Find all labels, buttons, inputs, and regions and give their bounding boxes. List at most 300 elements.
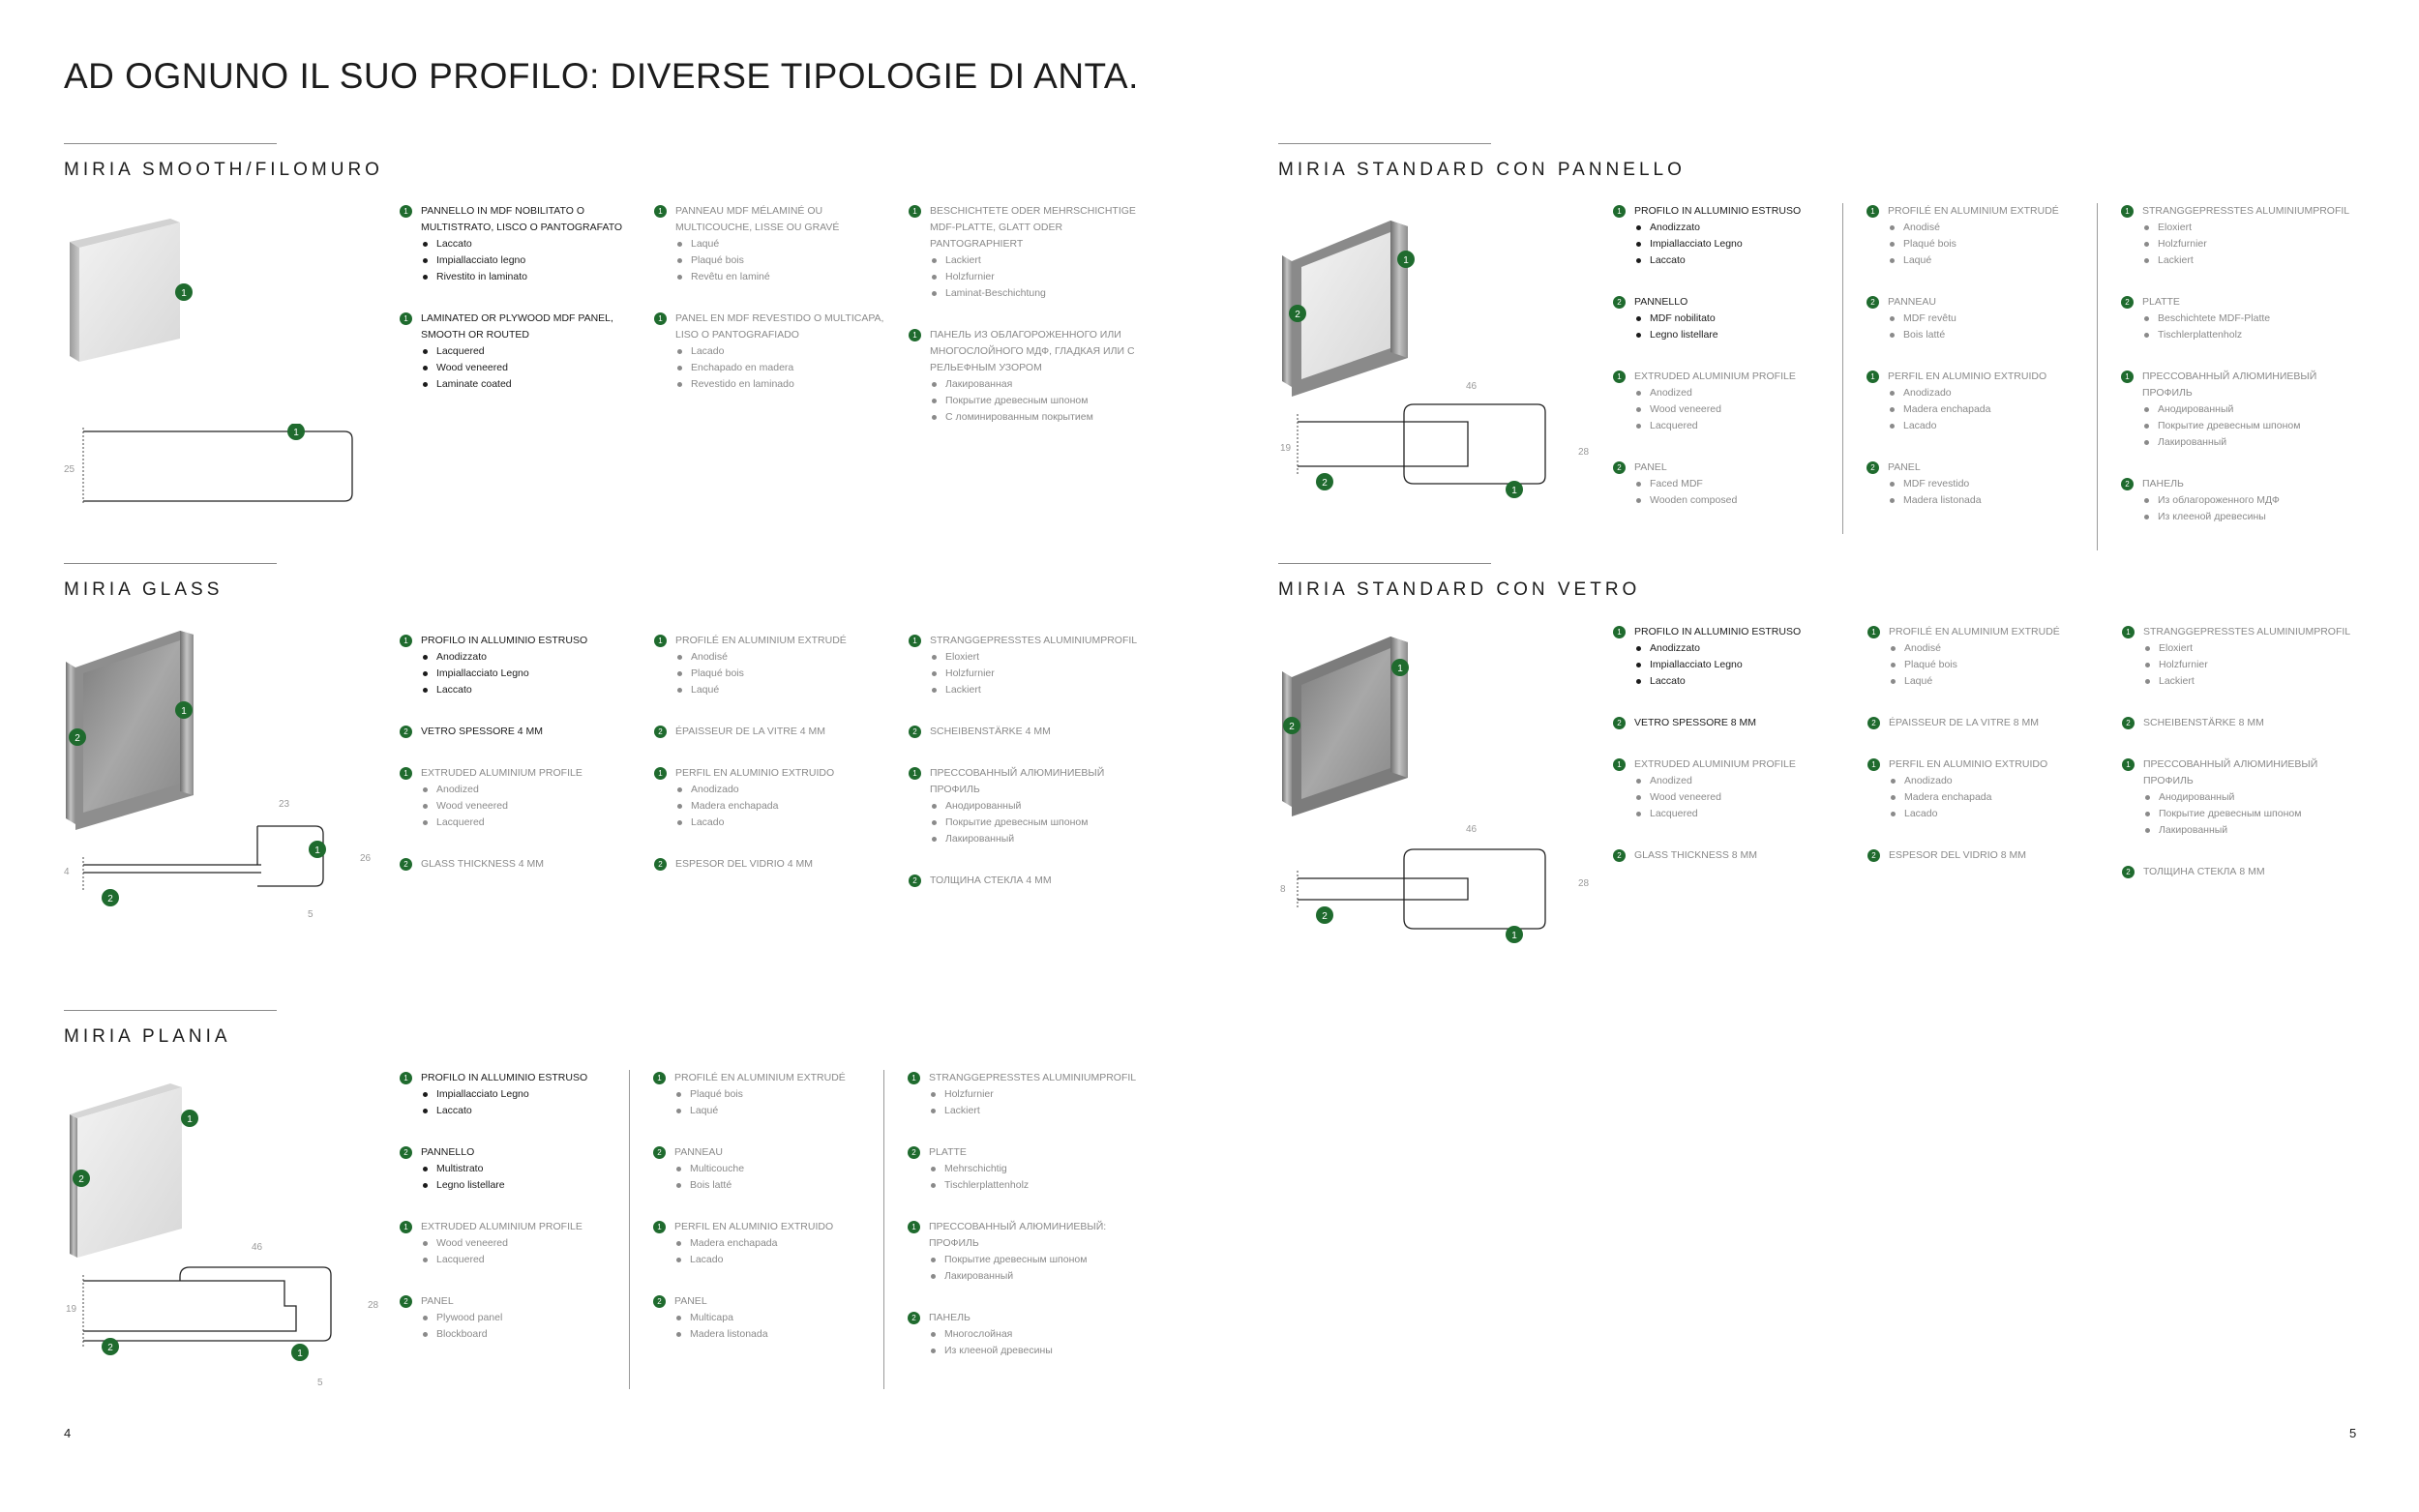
spec-item: Laccato [1634,673,1855,690]
spec-item: Анодированный [2143,789,2364,806]
spec-item: Анодированный [930,798,1150,815]
spec-block [1613,847,1855,864]
spec-item: Anodisé [675,649,896,666]
spec-heading-text: VETRO SPESSORE 4 MM [421,726,544,737]
spec-item: Wood veneered [421,360,642,376]
number-badge: 1 [400,635,412,647]
spec-item: MDF revêtu [1888,311,2108,327]
svg-text:26: 26 [360,853,372,864]
spec-column [400,633,642,898]
spec-heading-text: PERFIL EN ALUMINIO EXTRUIDO [1889,758,2048,770]
spec-item: Multicapa [674,1310,895,1326]
spec-heading-text: ÉPAISSEUR DE LA VITRE 8 MM [1889,717,2040,728]
spec-column [1867,624,2109,889]
spec-item: Lackiert [2143,673,2364,690]
number-badge: 1 [909,205,921,218]
spec-item: Lackiert [2142,252,2363,269]
spec-item: Из клееной древесины [929,1343,1150,1359]
spec-items [653,1310,895,1343]
spec-block [400,765,642,831]
spec-block [909,765,1150,847]
spec-heading [654,856,896,873]
spec-item: Laccato [421,682,642,698]
spec-block [1613,715,1855,731]
spec-heading-text: SCHEIBENSTÄRKE 8 MM [2143,717,2264,728]
spec-items [2122,789,2364,839]
number-badge: 1 [1613,371,1626,383]
spec-items [1613,311,1855,343]
spec-item: Покрытие древесным шпоном [2143,806,2364,822]
spec-heading [1867,203,2108,220]
spec-items [653,1235,895,1268]
spec-item: Impiallacciato Legno [1634,657,1855,673]
spec-block [909,724,1150,740]
spec-block [1867,369,2108,434]
number-badge: 1 [1867,626,1880,638]
section-rule [64,1010,277,1011]
spec-heading [654,311,896,343]
spec-heading-text: PANNELLO [421,1146,475,1158]
spec-item: Anodized [421,782,642,798]
spec-block [2122,715,2364,731]
spec-item: Bois latté [1888,327,2108,343]
spec-heading-text: PANNELLO IN MDF NOBILITATO O MULTISTRATO, LISCO O PANTOGRAFATO [421,205,623,233]
spec-heading-text: PROFILÉ EN ALUMINIUM EXTRUDÉ [1889,626,2060,637]
spec-heading [1867,460,2108,476]
spec-item: Tischlerplattenholz [2142,327,2363,343]
section-title: MIRIA STANDARD CON PANNELLO [1278,160,1686,180]
spec-item: Madera enchapada [675,798,896,815]
spec-item: Mehrschichtig [929,1161,1150,1177]
spec-block [909,873,1150,889]
spec-item: Покрытие древесным шпоном [929,1252,1150,1268]
section-diagram [1278,824,1607,950]
spec-item: Eloxiert [930,649,1150,666]
spec-item: Impiallacciato Legno [421,1086,642,1103]
spec-item: Лакированный [2143,822,2364,839]
spec-block [654,633,896,698]
spec-item: С ломинированным покрытием [930,409,1150,426]
spec-item: Plaqué bois [675,252,896,269]
number-badge: 1 [400,1221,412,1233]
spec-block [654,203,896,285]
spec-heading [2121,294,2363,311]
spec-heading [908,1310,1150,1326]
spec-heading [400,1070,642,1086]
number-badge: 2 [1613,849,1626,862]
spec-heading [1867,294,2108,311]
spec-item: Из клееной древесины [2142,509,2363,525]
spec-block [908,1144,1150,1194]
svg-text:2: 2 [1289,722,1295,732]
spec-item: Anodisé [1889,640,2109,657]
spec-item: Laccato [421,1103,642,1119]
spec-heading-text: VETRO SPESSORE 8 MM [1634,717,1757,728]
spec-items [400,782,642,831]
spec-item: Plaqué bois [1889,657,2109,673]
svg-text:2: 2 [1322,478,1328,489]
number-badge: 2 [653,1295,666,1308]
spec-item: Покрытие древесным шпоном [930,393,1150,409]
spec-column [1613,203,1855,534]
spec-block [1867,460,2108,509]
spec-item: Wood veneered [421,1235,642,1252]
section-rule [64,143,277,144]
svg-text:46: 46 [1466,381,1478,392]
spec-heading-text: ПАНЕЛЬ [2142,478,2184,489]
spec-items [2121,492,2363,525]
number-badge: 1 [2122,758,2135,771]
spec-item: Plaqué bois [674,1086,895,1103]
spec-items [400,1235,642,1268]
spec-item: Lackiert [929,1103,1150,1119]
vetro-door-image [1278,617,1433,820]
number-badge: 1 [400,205,412,218]
number-badge: 1 [400,312,412,325]
spec-heading [2122,864,2364,880]
spec-heading [2122,624,2364,640]
spec-heading-text: PANEL [1634,461,1667,473]
spec-heading [909,765,1150,798]
spec-block [400,1293,642,1343]
number-badge: 1 [2121,205,2134,218]
svg-text:46: 46 [1466,824,1478,835]
spec-heading [400,1293,642,1310]
number-badge: 1 [909,635,921,647]
spec-heading [909,724,1150,740]
spec-heading-text: EXTRUDED ALUMINIUM PROFILE [1634,371,1796,382]
number-badge: 2 [2122,866,2135,878]
spec-item: Multistrato [421,1161,642,1177]
spec-item: Wood veneered [1634,789,1855,806]
spec-items [1613,385,1855,434]
spec-heading [654,633,896,649]
svg-text:2: 2 [107,1343,113,1353]
spec-block [1613,756,1855,822]
spec-heading-text: STRANGGEPRESSTES ALUMINIUMPROFIL [2143,626,2351,637]
section-title: MIRIA GLASS [64,579,224,600]
spec-item: Holzfurnier [930,269,1150,285]
svg-text:28: 28 [368,1300,379,1311]
spec-heading-text: ПРЕССОВАННЫЙ АЛЮМИНИЕВЫЙ ПРОФИЛЬ [930,767,1105,795]
number-badge: 1 [2122,626,2135,638]
svg-text:1: 1 [314,845,320,856]
spec-item: Impiallacciato legno [421,252,642,269]
spec-heading [2122,756,2364,789]
spec-item: Madera listonada [674,1326,895,1343]
spec-item: Покрытие древесным шпоном [930,815,1150,831]
spec-item: Anodized [1634,773,1855,789]
spec-item: Revêtu en laminé [675,269,896,285]
spec-block [909,327,1150,426]
number-badge: 1 [1867,371,1879,383]
spec-item: Lacquered [421,815,642,831]
number-badge: 2 [909,875,921,887]
spec-items [1867,311,2108,343]
spec-item: Lacquered [421,1252,642,1268]
spec-block [400,633,642,698]
section-diagram [64,795,383,950]
spec-column [909,203,1150,451]
spec-heading-text: ESPESOR DEL VIDRIO 4 MM [675,858,813,870]
spec-items [400,1161,642,1194]
spec-block [909,203,1150,302]
spec-item: Madera enchapada [674,1235,895,1252]
spec-item: Holzfurnier [2143,657,2364,673]
spec-items [400,343,642,393]
spec-heading [400,765,642,782]
number-badge: 1 [653,1221,666,1233]
spec-heading-text: PANNEAU [1888,296,1936,308]
number-badge: 1 [400,767,412,780]
spec-heading [653,1070,895,1086]
spec-heading-text: PANEL EN MDF REVESTIDO O MULTICAPA, LISO O PANTOGRAFIADO [675,312,884,341]
number-badge: 2 [2122,717,2135,729]
spec-item: Wood veneered [421,798,642,815]
spec-column [883,1070,1150,1389]
number-badge: 2 [909,726,921,738]
number-badge: 1 [1613,758,1626,771]
spec-item: Lacquered [421,343,642,360]
spec-item: Lacquered [1634,418,1855,434]
spec-block [908,1070,1150,1119]
spec-block [1867,203,2108,269]
number-badge: 1 [1867,758,1880,771]
spec-items [1867,773,2109,822]
spec-block [1613,369,1855,434]
page-number-left: 4 [64,1426,72,1440]
svg-text:1: 1 [297,1349,303,1359]
spec-item: Bois latté [674,1177,895,1194]
section-diagram [1278,373,1607,519]
spec-heading [400,633,642,649]
spec-item: Lacado [1889,806,2109,822]
spec-item: Laqué [675,682,896,698]
section-title: MIRIA PLANIA [64,1026,231,1047]
spec-block [908,1310,1150,1359]
spec-items [654,343,896,393]
svg-text:23: 23 [279,799,290,810]
spec-heading-text: PERFIL EN ALUMINIO EXTRUIDO [675,767,835,779]
spec-heading-text: EXTRUDED ALUMINIUM PROFILE [1634,758,1796,770]
svg-text:1: 1 [1403,255,1409,266]
spec-item: Anodisé [1888,220,2108,236]
spec-heading [909,873,1150,889]
spec-items [909,649,1150,698]
spec-item: Laqué [674,1103,895,1119]
spec-item: Из облагороженного МДФ [2142,492,2363,509]
spec-heading-text: PROFILO IN ALLUMINIO ESTRUSO [1634,205,1802,217]
spec-item: MDF revestido [1888,476,2108,492]
spec-column [400,1070,642,1368]
svg-text:19: 19 [66,1304,77,1315]
spec-heading [1613,847,1855,864]
spec-heading [1867,756,2109,773]
spec-block [2122,756,2364,839]
spec-heading-text: STRANGGEPRESSTES ALUMINIUMPROFIL [2142,205,2350,217]
spec-block [1867,715,2109,731]
spec-heading-text: PROFILÉ EN ALUMINIUM EXTRUDÉ [1888,205,2059,217]
spec-items [653,1161,895,1194]
svg-text:1: 1 [1397,664,1403,674]
spec-heading [1867,624,2109,640]
spec-item: Lacado [675,815,896,831]
spec-item: Madera enchapada [1889,789,2109,806]
spec-items [1867,220,2108,269]
section-rule [1278,143,1491,144]
spec-item: Plywood panel [421,1310,642,1326]
number-badge: 2 [1613,717,1626,729]
spec-item: Lacquered [1634,806,1855,822]
number-badge: 2 [400,858,412,871]
spec-heading [1867,369,2108,385]
number-badge: 1 [654,312,667,325]
spec-item: Eloxiert [2142,220,2363,236]
door-panel-image [64,192,219,366]
spec-items [1613,220,1855,269]
spec-heading [1613,624,1855,640]
svg-text:1: 1 [293,428,299,438]
spec-heading-text: PANEL [421,1295,454,1307]
spec-heading [1613,460,1855,476]
svg-text:1: 1 [1511,931,1517,941]
spec-block [2122,624,2364,690]
spec-item: Anodizzato [421,649,642,666]
number-badge: 1 [654,205,667,218]
number-badge: 2 [1867,849,1880,862]
spec-heading-text: PANNEAU [674,1146,723,1158]
spec-column [909,633,1150,914]
number-badge: 2 [653,1146,666,1159]
spec-item: Impiallacciato Legno [1634,236,1855,252]
spec-column [2097,203,2363,550]
spec-column [1842,203,2108,534]
spec-heading-text: ÉPAISSEUR DE LA VITRE 4 MM [675,726,826,737]
svg-text:2: 2 [78,1174,84,1185]
spec-heading [909,327,1150,376]
spec-items [1867,476,2108,509]
spec-heading [654,724,896,740]
section-rule [64,563,277,564]
number-badge: 2 [1613,296,1626,309]
spec-heading-text: ПРЕССОВАННЫЙ АЛЮМИНИЕВЫЙ ПРОФИЛЬ [2143,758,2318,786]
spec-item: Beschichtete MDF-Platte [2142,311,2363,327]
spec-heading [1867,715,2109,731]
section-diagram [64,424,383,530]
svg-text:2: 2 [1295,310,1300,320]
spec-heading-text: GLASS THICKNESS 8 MM [1634,849,1758,861]
spec-block [654,765,896,831]
spec-item: Anodizado [1889,773,2109,789]
spec-block [400,1144,642,1194]
spec-block [653,1293,895,1343]
number-badge: 2 [2121,296,2134,309]
spec-item: Madera listonada [1888,492,2108,509]
spec-items [400,1310,642,1343]
spec-items [908,1252,1150,1285]
spec-block [1867,294,2108,343]
spec-block [1613,294,1855,343]
spec-block [400,1070,642,1119]
number-badge: 2 [1867,717,1880,729]
spec-item: Tischlerplattenholz [929,1177,1150,1194]
spec-item: Многослойная [929,1326,1150,1343]
pannello-door-image [1278,197,1433,400]
number-badge: 1 [909,329,921,341]
spec-item: Wood veneered [1634,401,1855,418]
spec-block [1867,847,2109,864]
svg-text:46: 46 [252,1242,263,1253]
number-badge: 1 [654,635,667,647]
spec-block [400,311,642,393]
spec-heading-text: PROFILÉ EN ALUMINIUM EXTRUDÉ [675,635,847,646]
spec-items [909,252,1150,302]
spec-heading-text: PLATTE [2142,296,2180,308]
spec-item: Enchapado en madera [675,360,896,376]
page-title: AD OGNUNO IL SUO PROFILO: DIVERSE TIPOLOGIE DI ANTA. [64,56,1139,96]
number-badge: 1 [908,1072,920,1084]
spec-heading-text: BESCHICHTETE ODER MEHRSCHICHTIGE MDF-PLATTE, GLATT ODER PANTOGRAPHIERT [930,205,1136,250]
svg-text:25: 25 [64,464,75,475]
svg-text:19: 19 [1280,443,1292,454]
spec-heading [1613,369,1855,385]
spec-items [2121,401,2363,451]
spec-heading-text: ПРЕССОВАННЫЙ АЛЮМИНИЕВЫЙ: ПРОФИЛЬ [929,1221,1107,1249]
spec-item: Wooden composed [1634,492,1855,509]
spec-heading-text: LAMINATED OR PLYWOOD MDF PANEL, SMOOTH OR ROUTED [421,312,613,341]
spec-block [400,203,642,285]
spec-block [653,1070,895,1119]
spec-heading [400,856,642,873]
spec-items [400,649,642,698]
spec-item: Multicouche [674,1161,895,1177]
spec-items [653,1086,895,1119]
spec-column [654,633,896,898]
spec-heading-text: ПАНЕЛЬ [929,1312,971,1323]
spec-heading-text: ТОЛЩИНА СТЕКЛА 4 ММ [930,875,1052,886]
spec-block [2121,203,2363,269]
spec-block [1867,624,2109,690]
spec-item: Plaqué bois [675,666,896,682]
spec-block [908,1219,1150,1285]
spec-item: Holzfurnier [929,1086,1150,1103]
spec-block [654,311,896,393]
spec-heading-text: PROFILO IN ALLUMINIO ESTRUSO [1634,626,1802,637]
spec-block [2121,476,2363,525]
svg-text:28: 28 [1578,878,1590,889]
spec-block [909,633,1150,698]
section-rule [1278,563,1491,564]
spec-item: Lacado [675,343,896,360]
spec-heading [1613,203,1855,220]
spec-item: Anodizado [675,782,896,798]
spec-block [1613,460,1855,509]
spec-item: Laccato [1634,252,1855,269]
section-title: MIRIA STANDARD CON VETRO [1278,579,1641,600]
spec-block [654,856,896,873]
spec-heading-text: ESPESOR DEL VIDRIO 8 MM [1889,849,2026,861]
spec-heading-text: PERFIL EN ALUMINIO EXTRUIDO [1888,371,2047,382]
number-badge: 1 [1867,205,1879,218]
spec-heading [400,311,642,343]
spec-column [1613,624,1855,889]
spec-column [400,203,642,418]
spec-item: Лакированный [930,831,1150,847]
spec-heading-text: EXTRUDED ALUMINIUM PROFILE [421,1221,582,1232]
spec-item: Laqué [675,236,896,252]
spec-item: Impiallacciato Legno [421,666,642,682]
svg-text:5: 5 [317,1378,323,1388]
